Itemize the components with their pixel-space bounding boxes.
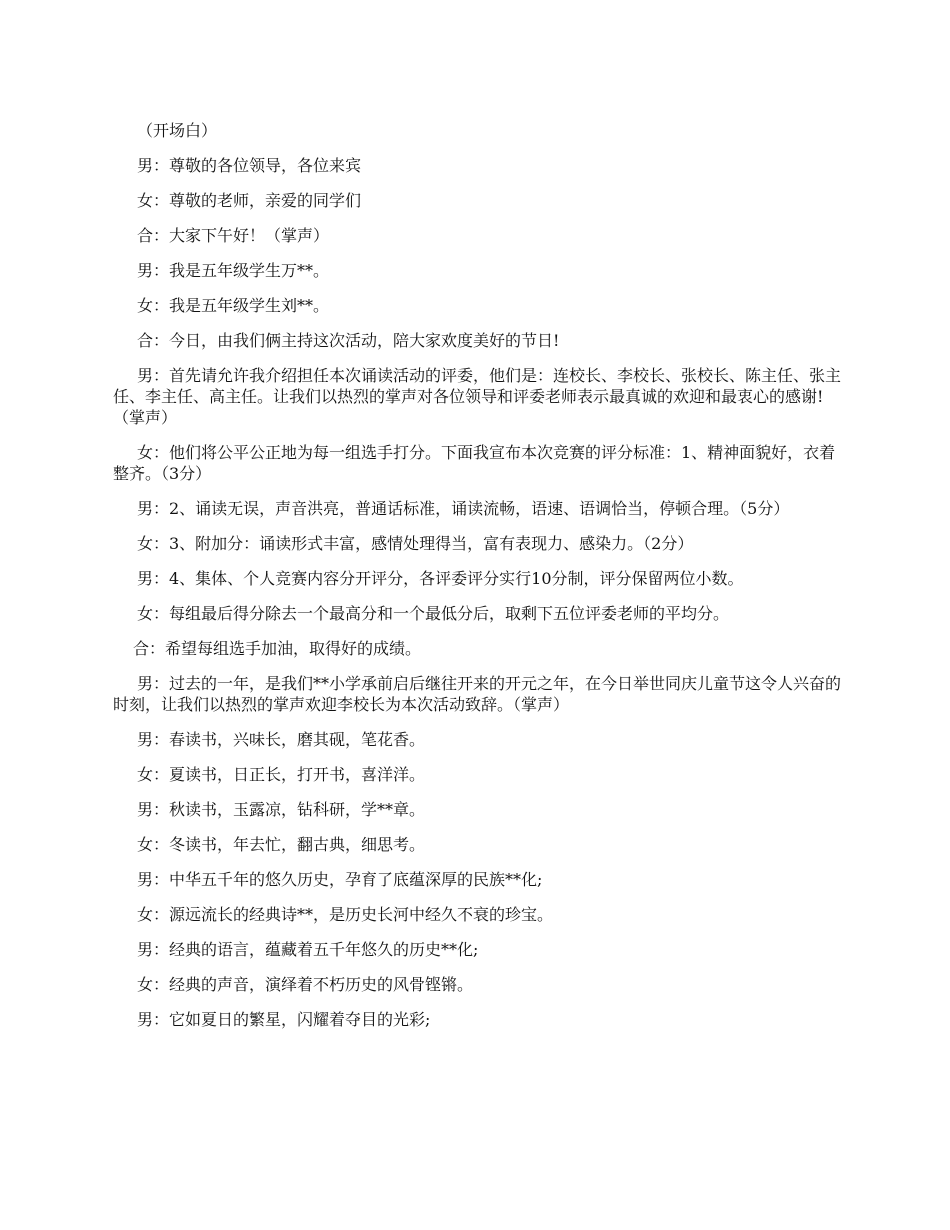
paragraph: 女：源远流长的经典诗**，是历史长河中经久不衰的珍宝。 bbox=[137, 905, 554, 924]
paragraph: 合：大家下午好！（掌声） bbox=[137, 226, 330, 245]
paragraph: 男：首先请允许我介绍担任本次诵读活动的评委，他们是：连校长、李校长、张校长、陈主任、张主任、李主任、高主任。让我们以热烈的掌声对各位领导和评委老师表示最真诚的欢迎和最衷心的感谢!（掌声） bbox=[113, 366, 842, 427]
paragraph: 男：过去的一年，是我们**小学承前启后继往开来的开元之年，在今日举世同庆儿童节这令人兴奋的时刻，让我们以热烈的掌声欢迎李校长为本次活动致辞。（掌声） bbox=[113, 674, 842, 714]
paragraph: 女：他们将公平公正地为每一组选手打分。下面我宣布本次竞赛的评分标准：1、精神面貌好，衣着整齐。（3分） bbox=[113, 443, 836, 483]
paragraph: 男：4、集体、个人竞赛内容分开评分，各评委评分实行10分制，评分保留两位小数。 bbox=[137, 569, 744, 588]
paragraph: 男：秋读书，玉露凉，钻科研，学**章。 bbox=[137, 800, 426, 819]
paragraph: 合：希望每组选手加油，取得好的成绩。 bbox=[133, 639, 422, 658]
paragraph: 男：尊敬的各位领导，各位来宾 bbox=[137, 156, 362, 175]
paragraph: 男：它如夏日的繁星，闪耀着夺目的光彩; bbox=[137, 1010, 431, 1029]
paragraph: 男：中华五千年的悠久历史，孕育了底蕴深厚的民族**化; bbox=[137, 870, 543, 889]
paragraph-opening: （开场白） bbox=[137, 121, 218, 140]
paragraph: 女：冬读书，年去忙，翻古典，细思考。 bbox=[137, 835, 426, 854]
paragraph: 男：春读书，兴味长，磨其砚，笔花香。 bbox=[137, 730, 426, 749]
paragraph: 女：每组最后得分除去一个最高分和一个最低分后，取剩下五位评委老师的平均分。 bbox=[137, 604, 730, 623]
paragraph: 女：经典的声音，演绎着不朽历史的风骨铿锵。 bbox=[137, 975, 474, 994]
paragraph: 男：经典的语言，蕴藏着五千年悠久的历史**化; bbox=[137, 940, 479, 959]
paragraph: 女：尊敬的老师，亲爱的同学们 bbox=[137, 191, 362, 210]
paragraph: 男：2、诵读无误，声音洪亮，普通话标准，诵读流畅，语速、语调恰当，停顿合理。（5分） bbox=[137, 499, 790, 518]
paragraph: 女：3、附加分：诵读形式丰富，感情处理得当，富有表现力、感染力。（2分） bbox=[137, 534, 694, 553]
paragraph: 女：我是五年级学生刘**。 bbox=[137, 296, 330, 315]
paragraph: 合：今日，由我们俩主持这次活动，陪大家欢度美好的节日! bbox=[137, 331, 560, 350]
paragraph: 男：我是五年级学生万**。 bbox=[137, 261, 330, 280]
paragraph: 女：夏读书，日正长，打开书，喜洋洋。 bbox=[137, 765, 426, 784]
document-body bbox=[113, 120, 843, 1044]
